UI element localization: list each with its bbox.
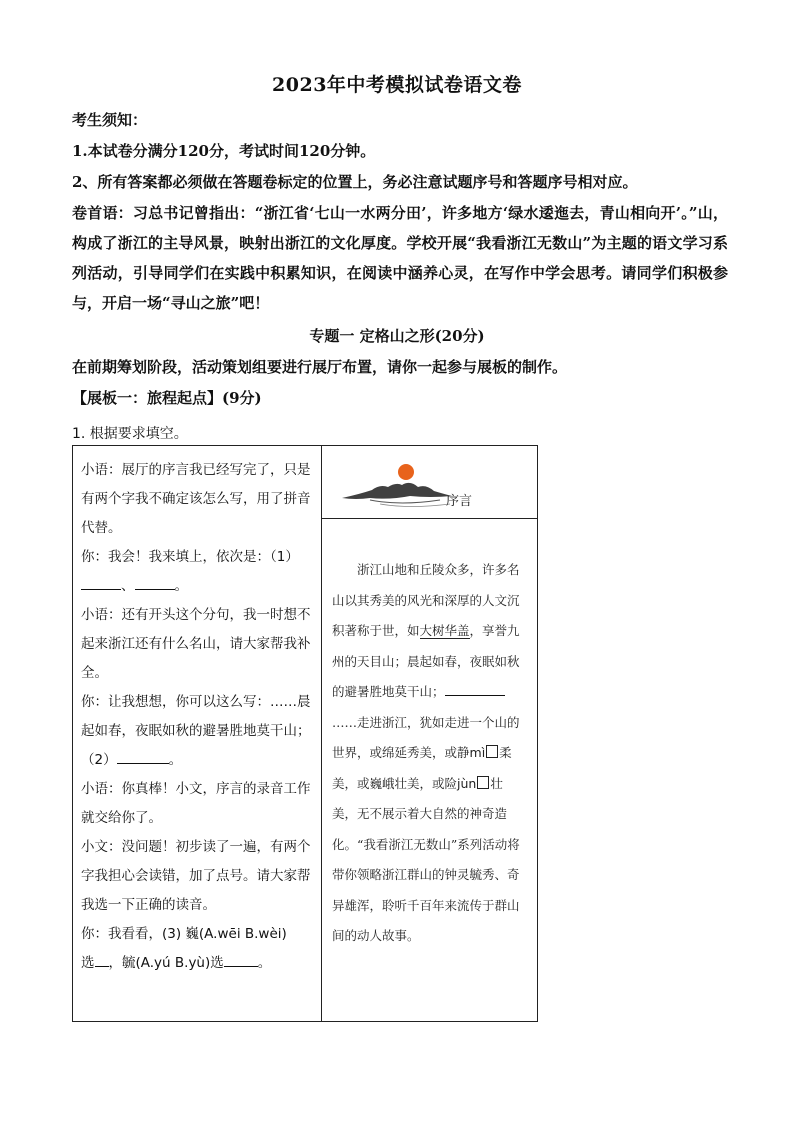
preface-text-3: ……走进浙江，犹如走进一个山的世界，或绵延秀美，或静 xyxy=(332,714,520,760)
preface-heading: 序言 xyxy=(446,494,473,509)
dialogue-line-4 xyxy=(81,688,313,775)
preface-paragraph xyxy=(332,555,525,952)
dialogue xyxy=(73,446,321,978)
answer-blank-2[interactable] xyxy=(117,747,169,764)
dialogue-cell xyxy=(73,446,322,1022)
character-box-2[interactable] xyxy=(477,776,489,789)
pinyin-1: mì xyxy=(469,745,486,760)
preface-text-1: 浙江山地和丘陵众多，许多名山以其秀美的风光和深厚的人文沉积著称于世，如 xyxy=(332,562,520,638)
topic-title: 专题一 定格山之形(20分) xyxy=(309,327,485,345)
question-table xyxy=(72,445,538,1022)
answer-blank-1[interactable] xyxy=(81,573,121,590)
topic-description: 在前期筹划阶段，活动策划组要进行展厅布置，请你一起参与展板的制作。 xyxy=(72,358,568,376)
mountain-sun-icon xyxy=(340,454,460,514)
intro-paragraph: 卷首语：习总书记曾指出：“浙江省‘七山一水两分田’，许多地方‘绿水逶迤去，青山相向开’。”山，构成了浙江的主导风景，映射出浙江的文化厚度。学校开展“我看浙江无数山”为主题的语文学习系列活动，引导同学们在实践中积累知识，在阅读中涵养心灵，在写作中学会思考。请同学们积极参与，开启一场“寻山之旅”吧！ xyxy=(72,204,728,312)
answer-blank-1b[interactable] xyxy=(135,573,175,590)
notice-item-2: 2、所有答案都必须做在答题卷标定的位置上，务必注意试题序号和答题序号相对应。 xyxy=(72,173,638,191)
preface-text-4: 柔美，或巍峨壮美，或险 xyxy=(332,745,512,791)
notice-heading: 考生须知： xyxy=(72,111,148,129)
answer-blank-3b[interactable] xyxy=(224,950,258,967)
dialogue-line-7 xyxy=(81,920,313,978)
notice-item-1: 1.本试卷分满分120分，考试时间120分钟。 xyxy=(72,142,376,160)
preface-header-cell xyxy=(322,446,538,519)
dialogue-line-7-text: 你：我看看，(3) 巍(A.wēi B.wèi) xyxy=(81,926,287,942)
board-title: 【展板一：旅程起点】(9分) xyxy=(72,389,262,407)
preface-text xyxy=(322,519,537,952)
pinyin-2: jùn xyxy=(457,775,477,791)
dialogue-line-6: 小文：没问题！初步读了一遍，有两个字我担心会读错，加了点号。请大家帮我选一下正确的读音。 xyxy=(81,839,311,913)
preface-body-cell xyxy=(322,519,538,1022)
dialogue-line-7-choice-b: ，毓(A.yú B.yù)选 xyxy=(108,955,224,971)
dialogue-line-2-text: 你：我会！我来填上，依次是：（1） xyxy=(81,549,299,565)
preface-blank[interactable] xyxy=(445,679,505,696)
dialogue-line-4-text: 你：让我想想，你可以这么写：……晨起如春，夜眠如秋的避暑胜地莫干山；（2） xyxy=(81,694,311,768)
dialogue-line-7-choice-a: 选 xyxy=(81,955,95,971)
dialogue-line-2-end: 。 xyxy=(174,578,188,594)
answer-blank-3a[interactable] xyxy=(95,950,109,967)
preface-underlined-phrase: 大树华盖 xyxy=(419,623,470,638)
question-1: 1. 根据要求填空。 xyxy=(72,426,188,442)
dialogue-line-3: 小语：还有开头这个分句，我一时想不起来浙江还有什么名山，请大家帮我补全。 xyxy=(81,607,311,681)
preface-text-5: 壮美，无不展示着大自然的神奇造化。“我看浙江无数山”系列活动将带你领略浙江群山的钟灵毓秀、奇异雄浑，聆听千百年来流传于群山间的动人故事。 xyxy=(332,775,520,943)
dialogue-line-2 xyxy=(81,543,313,601)
page-title: 2023年中考模拟试卷语文卷 xyxy=(272,74,522,96)
blank-separator: 、 xyxy=(121,578,135,594)
dialogue-line-4-end: 。 xyxy=(168,752,183,768)
dialogue-line-7-end: 。 xyxy=(257,955,272,971)
dialogue-line-1: 小语：展厅的序言我已经写完了，只是有两个字我不确定该怎么写，用了拼音代替。 xyxy=(81,462,311,536)
dialogue-line-5: 小语：你真棒！小文，序言的录音工作就交给你了。 xyxy=(81,781,311,826)
character-box-1[interactable] xyxy=(486,745,498,758)
preface-text-2: ，享誉九州的天目山；晨起如春，夜眠如秋的避暑胜地莫干山； xyxy=(332,623,520,699)
